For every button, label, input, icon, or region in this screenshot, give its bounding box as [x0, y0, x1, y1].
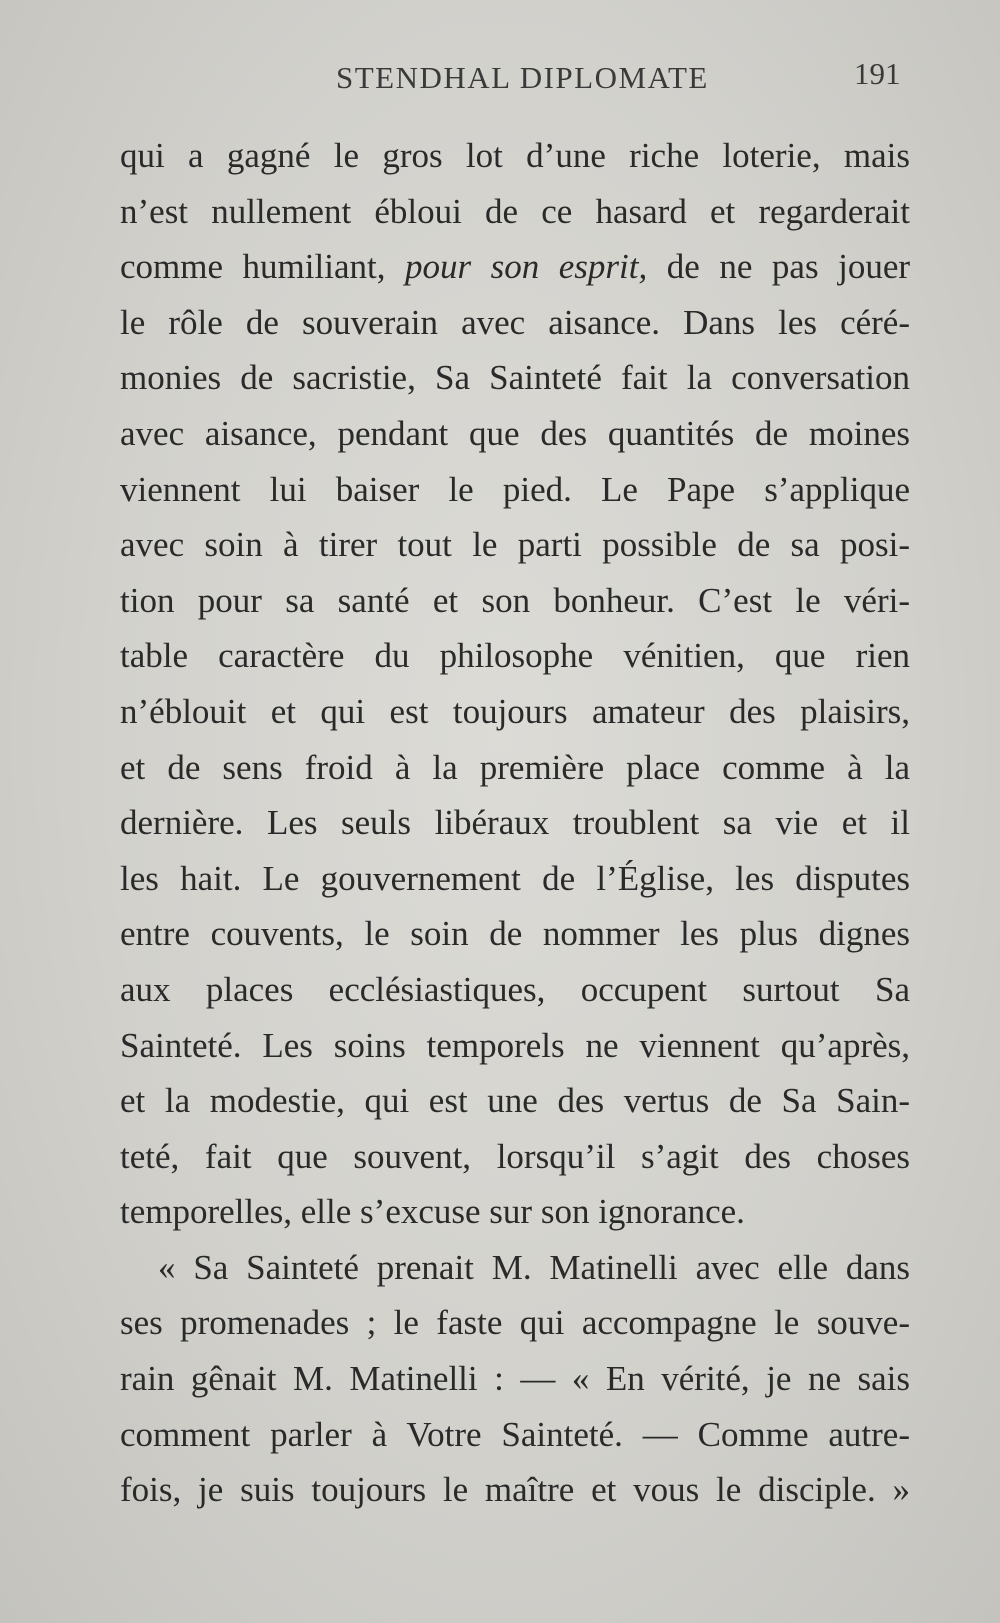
text-line: viennent lui baiser le pied. Le Pape s’applique [120, 469, 910, 509]
text-line: n’éblouit et qui est toujours amateur des plaisirs, [120, 691, 910, 731]
page-number: 191 [854, 56, 901, 91]
text-line: teté, fait que souvent, lorsqu’il s’agit des choses [120, 1136, 910, 1176]
running-head [0, 48, 1000, 108]
text-line: n’est nullement ébloui de ce hasard et regarderait [120, 191, 910, 231]
text-fragment: comme humiliant, [120, 247, 405, 287]
text-line: tion pour sa santé et son bonheur. C’est le véri- [120, 580, 910, 620]
text-line: rain gênait M. Matinelli : — « En vérité, je ne sais [120, 1359, 910, 1399]
text-line: et de sens froid à la première place comme à la [120, 747, 910, 787]
text-line: entre couvents, le soin de nommer les plus dignes [120, 914, 910, 954]
text-line: monies de sacristie, Sa Sainteté fait la conversation [120, 358, 910, 398]
text-line: dernière. Les seuls libéraux troublent sa vie et il [120, 803, 910, 843]
paragraph-start-line: « Sa Sainteté prenait M. Matinelli avec elle dans [158, 1247, 910, 1287]
text-line: table caractère du philosophe vénitien, que rien [120, 636, 910, 676]
italic-phrase: pour son esprit, [404, 247, 648, 287]
text-line: les hait. Le gouvernement de l’Église, les disputes [120, 858, 910, 898]
text-line: ses promenades ; le faste qui accompagne le souve- [120, 1303, 910, 1343]
text-line: le rôle de souverain avec aisance. Dans les céré- [120, 302, 910, 342]
text-line: comment parler à Votre Sainteté. — Comme autre- [120, 1414, 910, 1454]
paragraph-end-line: temporelles, elle s’excuse sur son ignorance. [120, 1192, 745, 1232]
text-line: Sainteté. Les soins temporels ne viennent qu’après, [120, 1025, 910, 1065]
body-text [120, 128, 910, 1518]
text-line: avec soin à tirer tout le parti possible de sa posi- [120, 525, 910, 565]
text-fragment: de ne pas jouer [647, 247, 911, 287]
text-line: fois, je suis toujours le maître et vous le disciple. » [120, 1470, 910, 1510]
text-line: et la modestie, qui est une des vertus de Sa Sain- [120, 1081, 910, 1121]
running-head-title: STENDHAL DIPLOMATE [336, 60, 709, 95]
text-line: qui a gagné le gros lot d’une riche loterie, mais [120, 136, 910, 175]
text-line: avec aisance, pendant que des quantités de moines [120, 413, 910, 453]
text-line-with-italic [120, 239, 910, 295]
text-line: aux places ecclésiastiques, occupent surtout Sa [120, 969, 910, 1009]
